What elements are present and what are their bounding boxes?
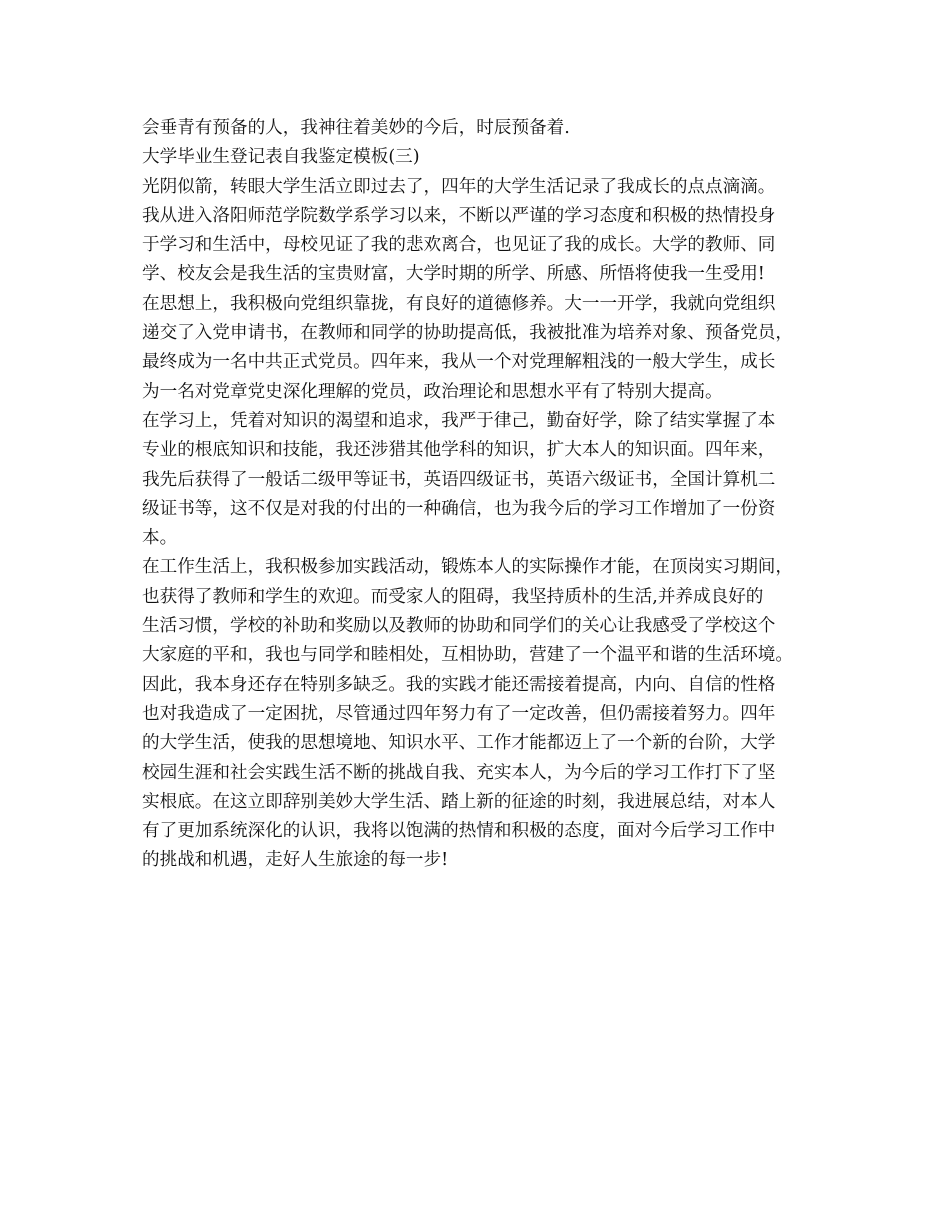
body-line: 为一名对党章党史深化理解的党员，政治理论和思想水平有了特别大提高。 (142, 381, 723, 402)
body-line: 在思想上，我积极向党组织靠拢，有良好的道德修养。大一一开学，我就向党组织 (142, 293, 776, 314)
body-line: 我从进入洛阳师范学院数学系学习以来，不断以严谨的学习态度和积极的热情投身 (142, 205, 776, 226)
body-line-continuation: 会垂青有预备的人，我神往着美妙的今后，时辰预备着. (142, 118, 570, 138)
section-heading: 大学毕业生登记表自我鉴定模板(三) (142, 147, 420, 168)
body-line: 有了更加系统深化的认识，我将以饱满的热情和积极的态度，面对今后学习工作中 (142, 821, 776, 842)
body-line: 因此，我本身还存在特别多缺乏。我的实践才能还需接着提高，内向、自信的性格 (142, 674, 776, 695)
body-line: 专业的根底知识和技能，我还涉猎其他学科的知识，扩大本人的知识面。四年来， (142, 440, 776, 461)
body-line: 生活习惯，学校的补助和奖励以及教师的协助和同学们的关心让我感受了学校这个 (142, 616, 776, 637)
body-line: 级证书等，这不仅是对我的付出的一种确信，也为我今后的学习工作增加了一份资 (142, 498, 776, 519)
body-line: 学、校友会是我生活的宝贵财富，大学时期的所学、所感、所悟将使我一生受用! (142, 264, 765, 285)
body-line: 实根底。在这立即辞别美妙大学生活、踏上新的征途的时刻，我进展总结，对本人 (142, 791, 776, 812)
body-line: 校园生涯和社会实践生活不断的挑战自我、充实本人，为今后的学习工作打下了坚 (142, 762, 776, 783)
body-line: 的大学生活，使我的思想境地、知识水平、工作才能都迈上了一个新的台阶，大学 (142, 733, 776, 754)
body-line: 递交了入党申请书，在教师和同学的协助提高低，我被批准为培养对象、预备党员， (142, 323, 793, 344)
body-line: 大家庭的平和，我也与同学和睦相处，互相协助，营建了一个温平和谐的生活环境。 (142, 645, 793, 666)
body-line: 在学习上，凭着对知识的渴望和追求，我严于律己，勤奋好学，除了结实掌握了本 (142, 410, 776, 431)
document-body (142, 114, 822, 876)
body-line: 最终成为一名中共正式党员。四年来，我从一个对党理解粗浅的一般大学生，成长 (142, 352, 776, 373)
body-line: 我先后获得了一般话二级甲等证书，英语四级证书，英语六级证书，全国计算机二 (142, 469, 776, 490)
body-line: 于学习和生活中，母校见证了我的悲欢离合，也见证了我的成长。大学的教师、同 (142, 235, 776, 256)
body-line: 本。 (142, 528, 178, 549)
body-line: 的挑战和机遇，走好人生旅途的每一步! (142, 850, 449, 871)
body-line: 光阴似箭，转眼大学生活立即过去了，四年的大学生活记录了我成长的点点滴滴。 (142, 176, 776, 197)
body-line: 在工作生活上，我积极参加实践活动，锻炼本人的实际操作才能，在顶岗实习期间， (142, 557, 793, 578)
body-line: 也获得了教师和学生的欢迎。而受家人的阻碍，我坚持质朴的生活,并养成良好的 (142, 586, 764, 607)
body-line: 也对我造成了一定困扰，尽管通过四年努力有了一定改善，但仍需接着努力。四年 (142, 703, 776, 724)
